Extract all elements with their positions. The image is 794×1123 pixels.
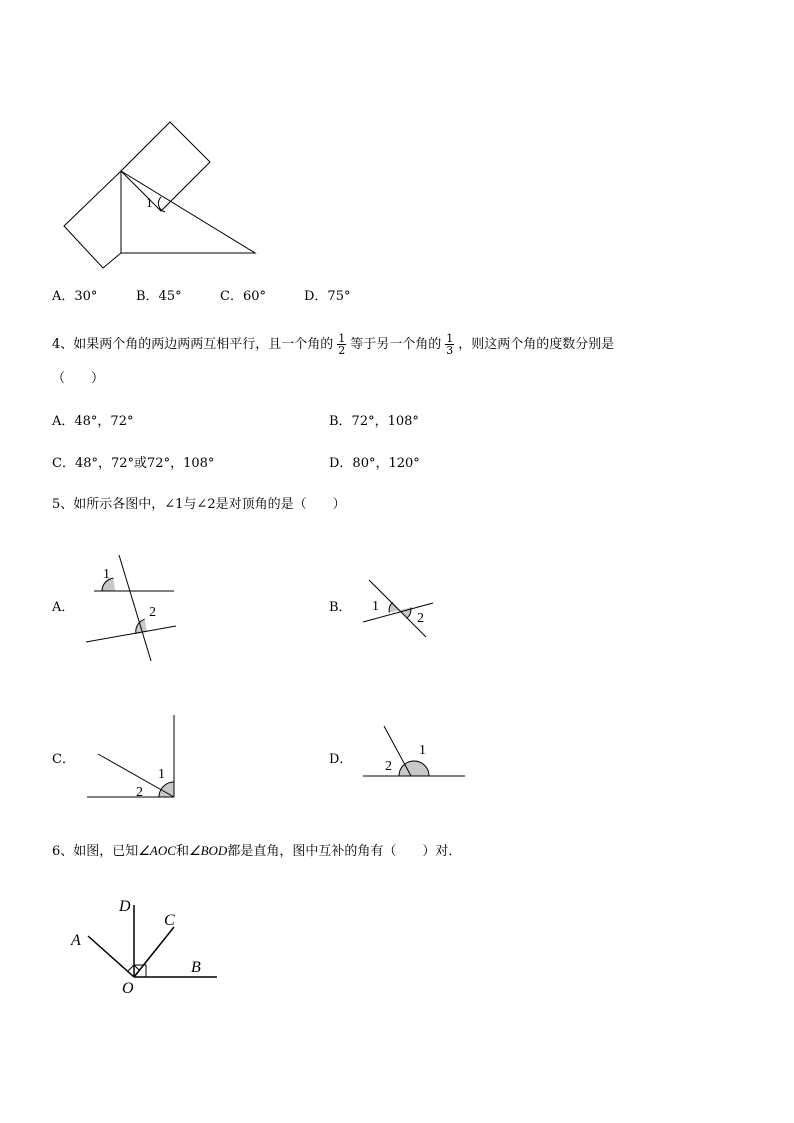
q5-figure-a[interactable]: [84, 552, 180, 664]
q3-angle-label: 1: [146, 195, 153, 210]
q5c-angle1-label: 1: [158, 767, 165, 782]
q5a-transversal: [119, 555, 151, 661]
q6-label-b: B: [191, 959, 201, 976]
q6-label-a: A: [71, 932, 81, 949]
q5a-angle2-label: 2: [149, 605, 156, 620]
q4-stem-part3: ，则这两个角的度数分别是: [458, 337, 615, 352]
q6-stem-post: 都是直角，图中互补的角有（ ）对．: [227, 844, 462, 859]
q5-option-a-label[interactable]: A．: [52, 600, 75, 615]
q5d-angle1-label: 1: [419, 743, 426, 758]
q5d-angle-sector: [399, 761, 429, 776]
q4-option-a[interactable]: A．48°，72°: [52, 414, 134, 429]
q4-answer-blank: （ ）: [52, 371, 105, 386]
q5-stem: 5、如所示各图中，∠1与∠2是对顶角的是（ ）: [52, 497, 346, 512]
q6-label-d: D: [119, 898, 131, 915]
q6-label-o: O: [122, 980, 134, 997]
q6-angle-bod: ∠BOD: [188, 843, 228, 858]
q6-ray-oa: [88, 936, 134, 977]
q5-figure-b[interactable]: [360, 576, 440, 642]
q5-option-b-label[interactable]: B．: [329, 600, 352, 615]
q6-figure: [66, 893, 226, 998]
q4-stem-part2: 等于另一个角的: [350, 337, 442, 352]
q4-option-d[interactable]: D．80°，120°: [329, 456, 420, 471]
q5-figure-d[interactable]: [360, 720, 470, 782]
q6-stem-pre: 6、如图，已知: [52, 844, 139, 859]
q6-stem: [52, 843, 461, 860]
q4-option-b[interactable]: B．72°，108°: [329, 414, 419, 429]
q3-option-a[interactable]: A．30°: [52, 289, 98, 304]
q5d-angle2-label: 2: [385, 759, 392, 774]
q6-stem-mid: 和: [175, 844, 189, 859]
q4-stem: [52, 331, 614, 359]
q5-figure-c[interactable]: [84, 712, 180, 804]
q5-option-c-label[interactable]: C．: [52, 752, 75, 767]
q3-option-c[interactable]: C．60°: [220, 289, 266, 304]
q5a-angle1-label: 1: [103, 567, 110, 582]
q4-option-c[interactable]: C．48°，72°或72°，108°: [52, 456, 215, 471]
q5a-lower-line: [86, 626, 176, 642]
q3-figure: [55, 115, 265, 275]
q3-option-d[interactable]: D．75°: [304, 289, 351, 304]
q6-ray-oc: [134, 927, 174, 977]
q4-fraction-1: $\frac{1}{2}$: [338, 332, 346, 357]
q5c-angle2-label: 2: [136, 785, 143, 800]
q3-rect-lower: [64, 171, 121, 268]
q3-option-b[interactable]: B．45°: [136, 289, 182, 304]
q6-label-c: C: [164, 912, 175, 929]
q5-option-d-label[interactable]: D．: [329, 752, 353, 767]
q5b-angle2-label: 2: [417, 611, 424, 626]
q4-fraction-2: $\frac{1}{3}$: [446, 332, 454, 357]
q4-stem-part1: 4、如果两个角的两边两两互相平行，且一个角的: [52, 337, 334, 352]
q5b-angle1-label: 1: [372, 599, 379, 614]
q6-angle-aoc: ∠AOC: [138, 843, 176, 858]
